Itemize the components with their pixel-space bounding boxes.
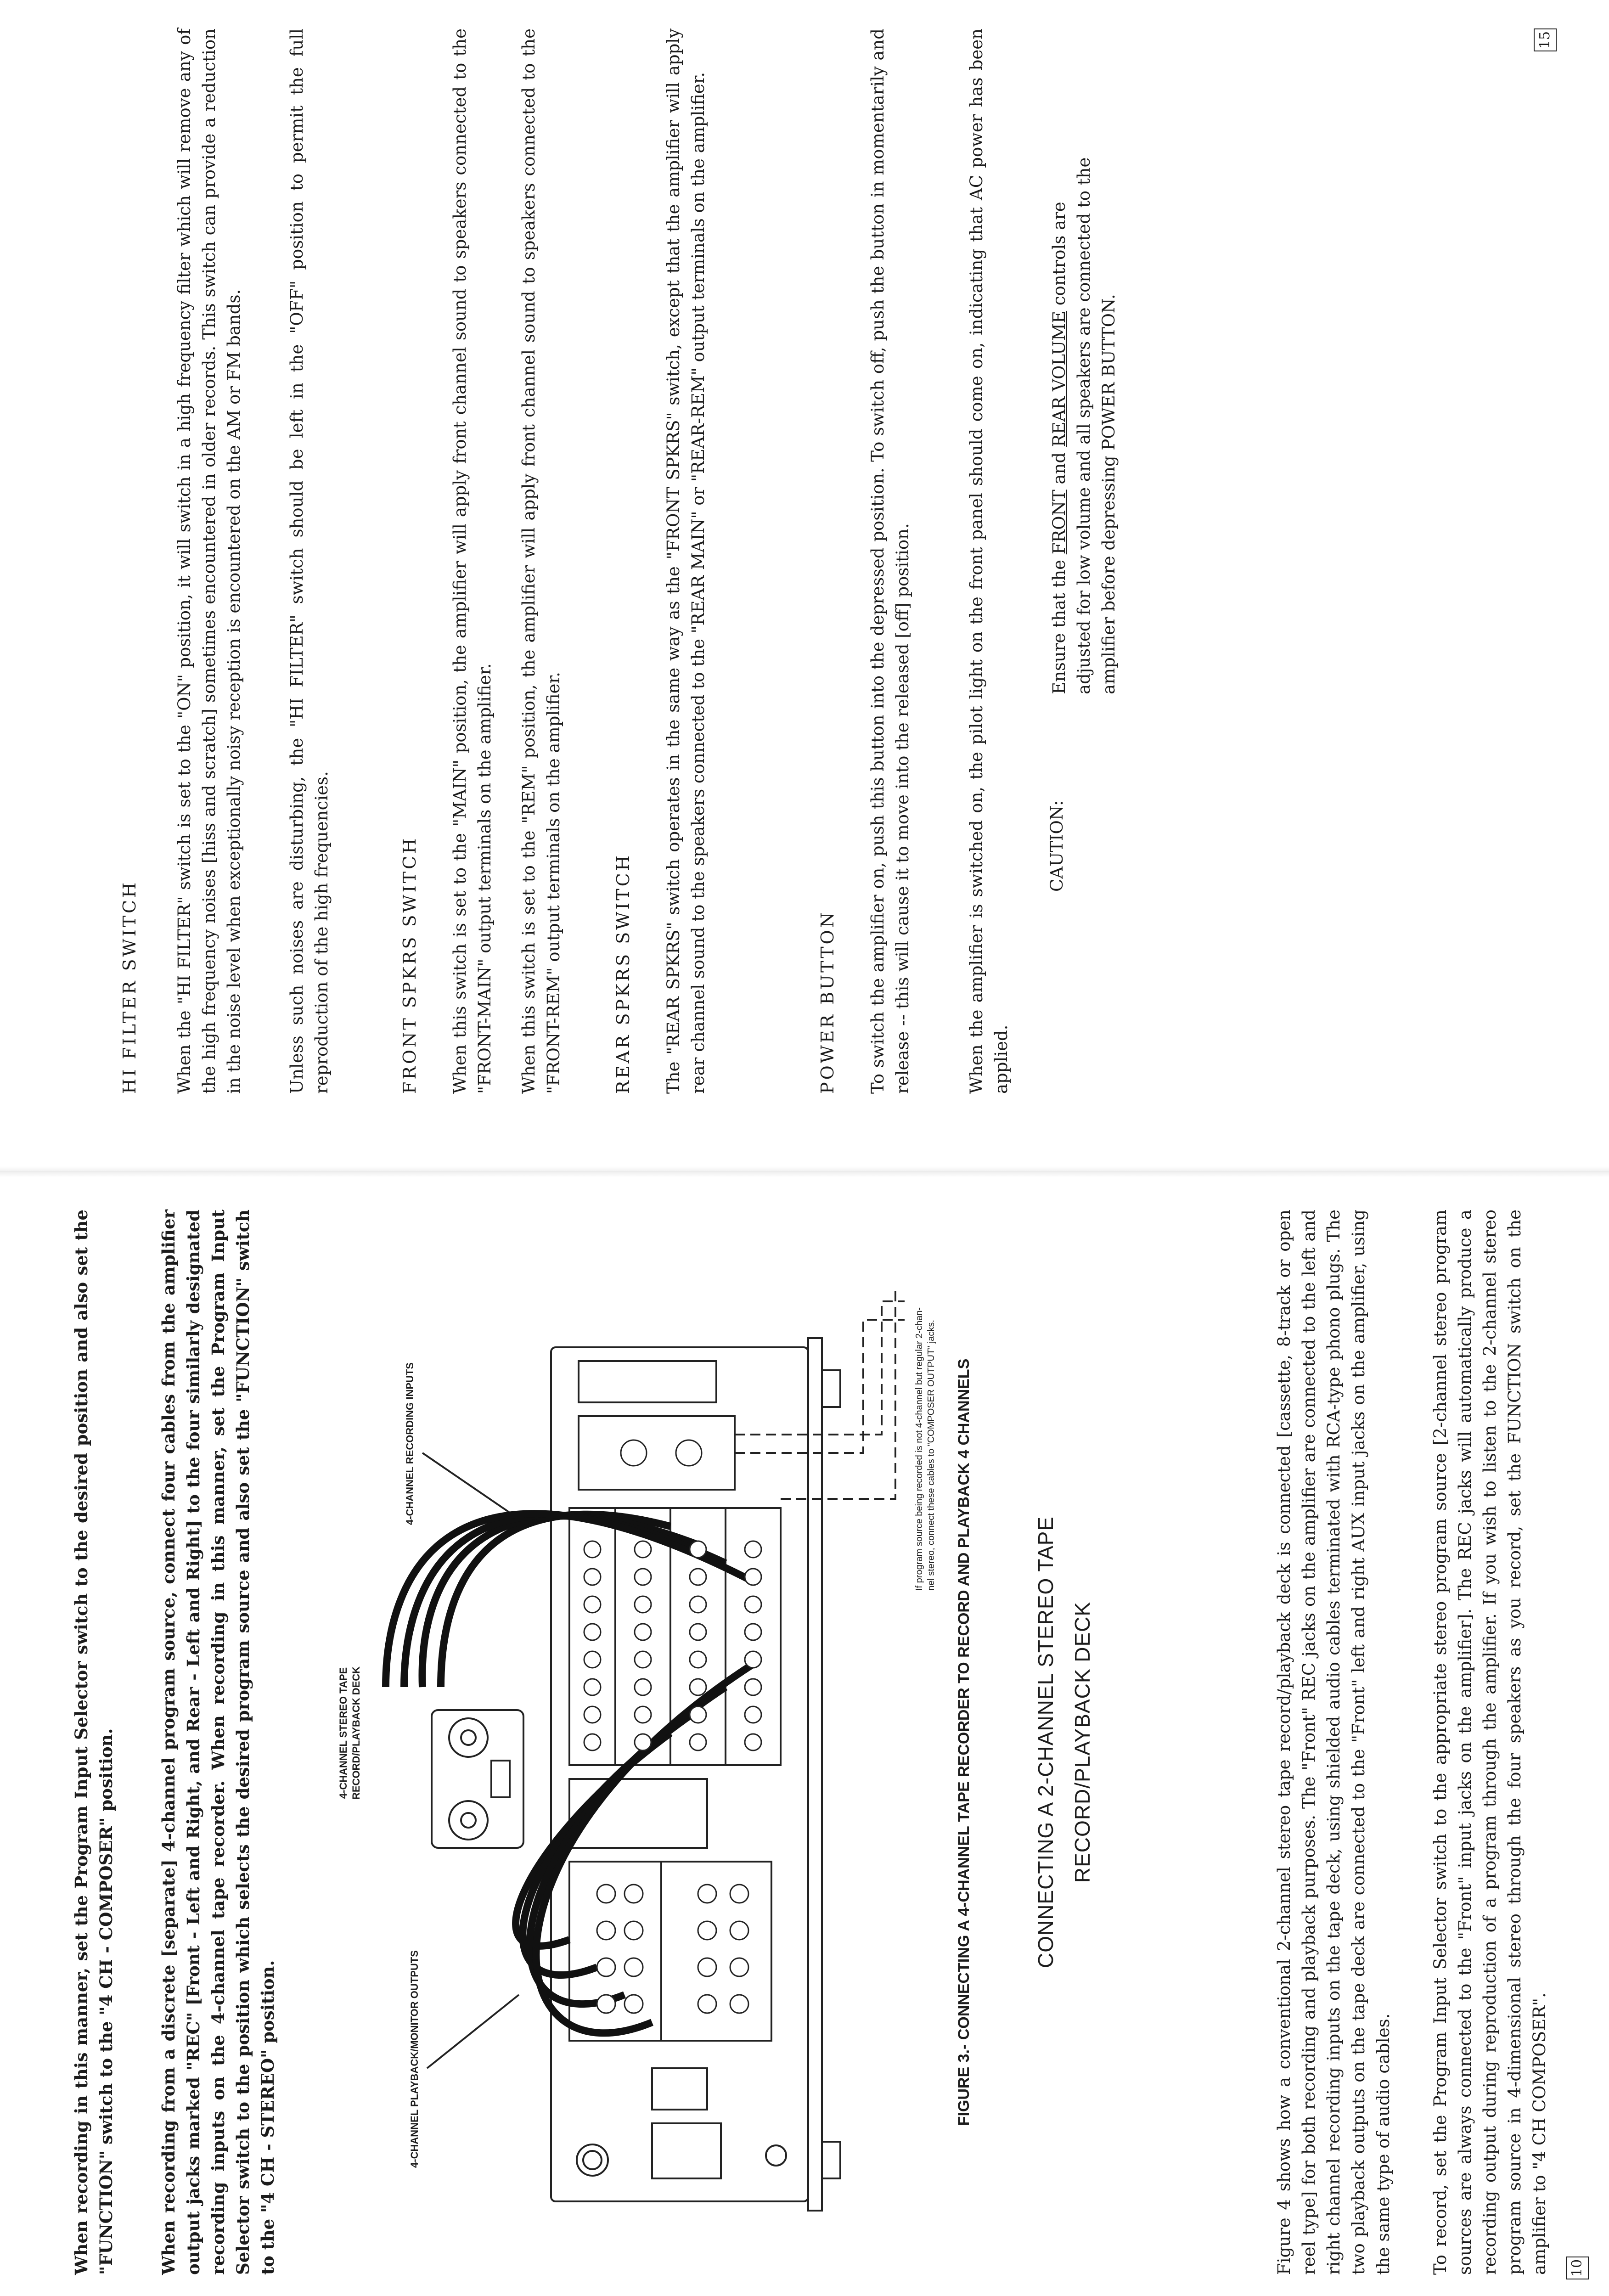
left-paragraph-3: Figure 4 shows how a conventional 2-channel stereo tape record/playback deck is connected [cassette, 8-track or open reel type] for both recording and playback purposes. The "Front" REC jacks on the amplifier are connected to the left and right channel recording inputs on the tape deck, using shielded audio cables terminated with RCA-type phono plugs. The two playback outputs on the tape deck are connected to the "Front" left and right AUX input jacks on the amplifier, using the same type of audio cables. [1274, 1210, 1393, 2275]
power-button-paragraph-2: When the amplifier is switched on, the pilot light on the front panel should come on, indicating that AC power has been applied. [967, 28, 1011, 1094]
caution-label: CAUTION: [1047, 800, 1067, 892]
figure-note-line-2: nel stereo, connect these cables to "COMPOSER OUTPUT" jacks. [926, 1320, 936, 1591]
front-spkrs-paragraph-1: When this switch is set to the "MAIN" position, the amplifier will apply front channel sound to speakers connected to the "FRONT-MAIN" output terminals on the amplifier. [450, 28, 495, 1094]
hi-filter-heading: HI FILTER SWITCH [119, 880, 140, 1094]
front-spkrs-heading: FRONT SPKRS SWITCH [399, 836, 420, 1094]
section-heading-line-2: RECORD/PLAYBACK DECK [1070, 1601, 1094, 1883]
caution-text [1047, 143, 1121, 694]
figure-note-line-1: If program source being recorded is not 4-channel but regular 2-chan- [914, 1307, 924, 1591]
left-page [0, 1172, 1609, 2296]
hi-filter-paragraph-2: Unless such noises are disturbing, the "HI FILTER" switch should be left in the "OFF" position to permit the full reproduction of the high frequencies. [287, 28, 332, 1094]
left-paragraph-4: To record, set the Program Input Selector switch to the appropriate stereo program source [2-channel stereo program sources are always connected to the "Front" input jacks on the amplifier]. The REC jacks will automatically produce a recording output during reproduction of a program through the amplifier. If you wish to listen to the 2-channel stereo program source in 4-dimensional stereo through the four speakers as you record, set the FUNCTION switch on the amplifier to "4 CH COMPOSER". [1430, 1210, 1549, 2275]
figure-label-playback-outputs: 4-CHANNEL PLAYBACK/MONITOR OUTPUTS [409, 1950, 420, 2168]
caution-rear-volume-underlined: REAR VOLUME [1049, 310, 1069, 447]
caution-text-pre: Ensure that the [1049, 554, 1069, 694]
caution-front-underlined: FRONT [1049, 490, 1069, 555]
power-button-paragraph-1: To switch the amplifier on, push this button into the depressed position. To switch off, push the button in momentarily and release -- this will cause it to move into the released [off] position. [868, 28, 912, 1094]
page-number-left: 10 [1566, 2257, 1589, 2279]
figure-label-deck-1: 4-CHANNEL STEREO TAPE [338, 1667, 349, 1799]
front-spkrs-paragraph-2: When this switch is set to the "REM" position, the amplifier will apply front channel sound to speakers connected to the "FRONT-REM" output terminals on the amplifier. [519, 28, 563, 1094]
caution-text-post: controls are adjusted for low volume and all speakers are connected to the amplifier before depressing POWER BUTTON. [1049, 157, 1119, 694]
figure-label-recording-inputs: 4-CHANNEL RECORDING INPUTS [404, 1362, 416, 1525]
figure-label-deck-2: RECORD/PLAYBACK DECK [350, 1666, 362, 1800]
left-paragraph-2: When recording from a discrete [separate] 4-channel program source, connect four cables from the amplifier output jacks marked "REC" [Front - Left and Right, and Rear - Left and Right] to the four similarly designated recording inputs on the 4-channel tape recorder. When recording in this manner, set the Program Input Selector switch to the position which selects the desired program source and also set the "FUNCTION" switch to the "4 CH - STEREO" position. [158, 1210, 278, 2275]
page-number-right: 15 [1534, 28, 1557, 51]
rear-spkrs-paragraph: The "REAR SPKRS" switch operates in the same way as the "FRONT SPKRS" switch, except that the amplifier will apply rear channel sound to the speakers connected to the "REAR MAIN" or "REAR-REM" output terminals on the amplifier. [664, 28, 708, 1094]
rear-spkrs-heading: REAR SPKRS SWITCH [613, 853, 633, 1094]
section-heading-line-1: CONNECTING A 2-CHANNEL STEREO TAPE [1034, 1516, 1058, 1969]
hi-filter-paragraph-1: When the "HI FILTER" switch is set to the "ON" position, it will switch in a high frequency filter which will remove any of the high frequency noises [hiss and scratch] sometimes encountered in older records. This switch can provide a reduction in the noise level when exceptionally noisy reception is encountered on the AM or FM bands. [174, 28, 244, 1094]
figure-3-caption: FIGURE 3.- CONNECTING A 4-CHANNEL TAPE RECORDER TO RECORD AND PLAYBACK 4 CHANNELS [955, 1358, 973, 2126]
power-button-heading: POWER BUTTON [817, 910, 838, 1094]
left-paragraph-1: When recording in this manner, set the Program Input Selector switch to the desired position and also set the "FUNCTION" switch to the "4 CH - COMPOSER" position. [71, 1210, 116, 2275]
caution-text-and: and [1049, 447, 1069, 490]
amplifier-rear-panel-diagram [377, 1274, 909, 2261]
